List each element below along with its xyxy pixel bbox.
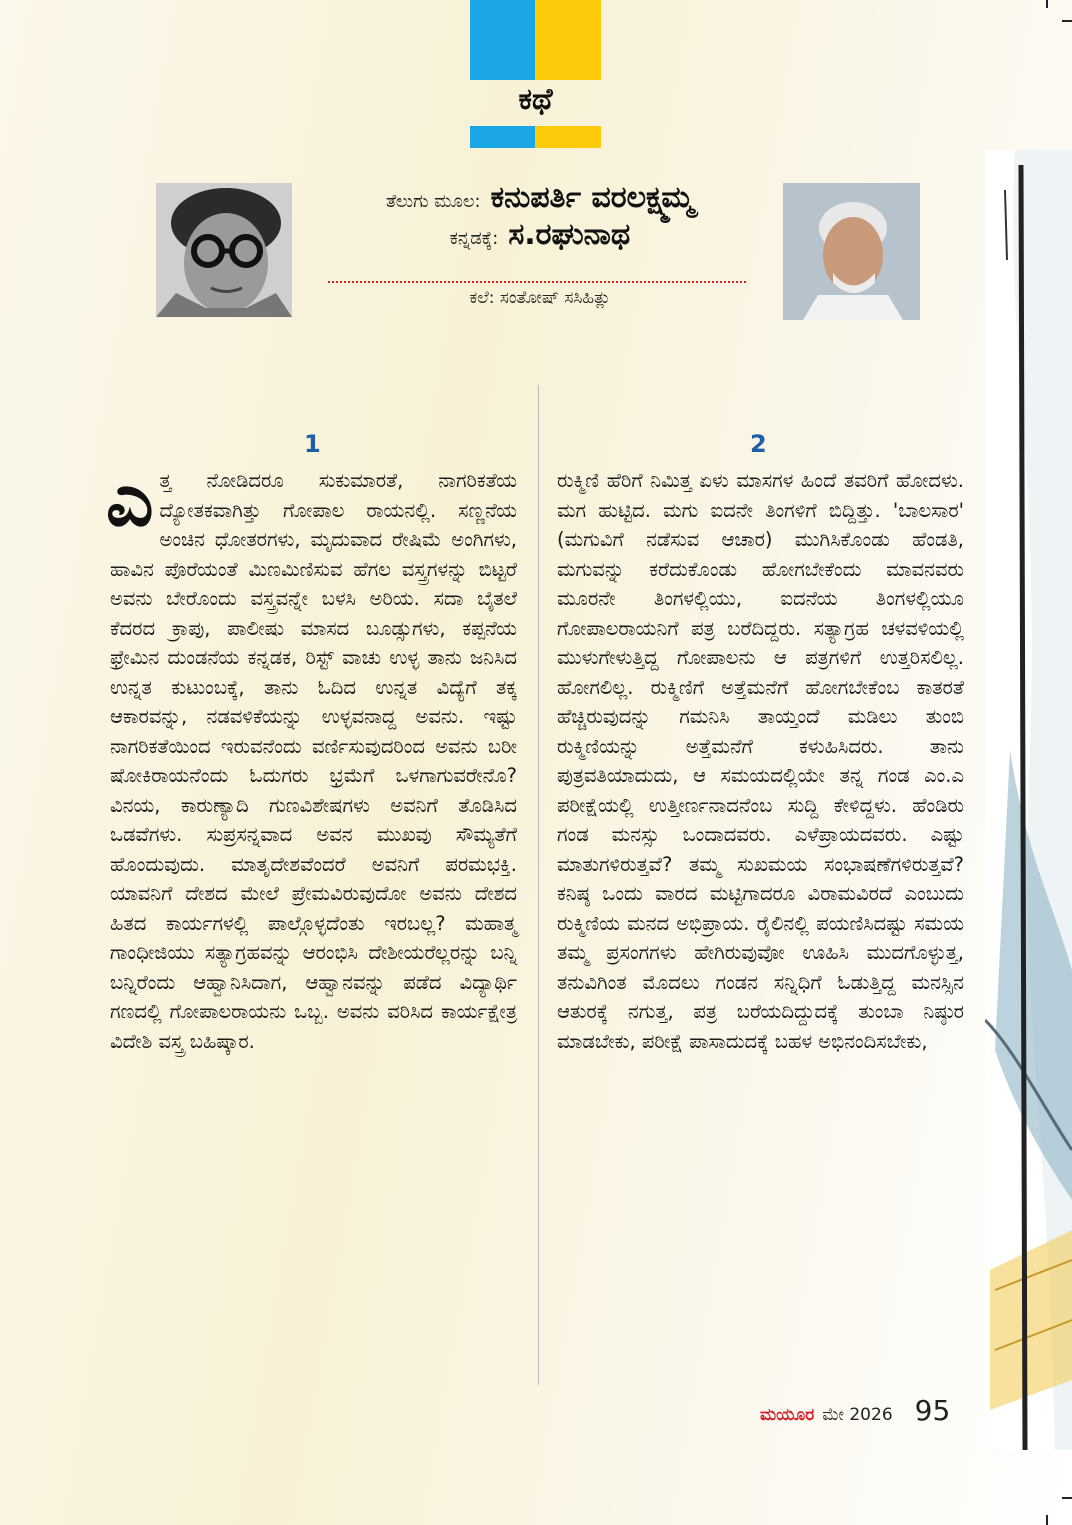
column2-text: ರುಕ್ಮಿಣಿ ಹೆರಿಗೆ ನಿಮಿತ್ತ ಏಳು ಮಾಸಗಳ ಹಿಂದೆ ತವರಿಗೆ ಹೋದಳು. ಮಗ ಹುಟ್ಟಿದ. ಮಗು ಐದನೇ ತಿಂಗಳಿಗೆ ಬಿದ್ದಿತ್ತು. 'ಬಾಲಸಾರ' (ಮಗುವಿಗೆ ನಡೆಸುವ ಆಚಾರ) ಮುಗಿಸಿಕೊಂಡು ಹೆಂಡತಿ, ಮಗುವನ್ನು ಕರೆದುಕೊಂಡು ಹೋಗಬೇಕೆಂದು ಮಾವನವರು ಮೂರನೇ ತಿಂಗಳಲ್ಲಿಯು, ಐದನೆಯ ತಿಂಗಳಲ್ಲಿಯೂ ಗೋಪಾಲರಾಯನಿಗೆ ಪತ್ರ ಬರೆದಿದ್ದರು. ಸತ್ಯಾಗ್ರಹ ಚಳವಳಿಯಲ್ಲಿ ಮುಳುಗೇಳುತ್ತಿದ್ದ ಗೋಪಾಲನು ಆ ಪತ್ರಗಳಿಗೆ ಉತ್ತರಿಸಲಿಲ್ಲ. ಹೋಗಲಿಲ್ಲ. ರುಕ್ಮಿಣಿಗೆ ಅತ್ತೆಮನೆಗೆ ಹೋಗಬೇಕೆಂಬ ಕಾತರತೆ ಹೆಚ್ಚಿರುವುದನ್ನು ಗಮನಿಸಿ ತಾಯ್ತಂದೆ ಮಡಿಲು ತುಂಬಿ ರುಕ್ಮಿಣಿಯನ್ನು ಅತ್ತೆಮನೆಗೆ ಕಳುಹಿಸಿದರು. ತಾನು ಪುತ್ರವತಿಯಾದುದು, ಆ ಸಮಯದಲ್ಲಿಯೇ ತನ್ನ ಗಂಡ ಎಂ.ಎ ಪರೀಕ್ಷೆಯಲ್ಲಿ ಉತ್ತೀರ್ಣನಾದನೆಂಬ ಸುದ್ದಿ ಕೇಳಿದ್ದಳು. ಹೆಂಡಿರು ಗಂಡ ಮನಸ್ಸು ಒಂದಾದವರು. ಎಳೆಪ್ರಾಯದವರು. ಎಷ್ಟು ಮಾತುಗಳಿರುತ್ತವೆ? ತಮ್ಮ ಸುಖಮಯ ಸಂಭಾಷಣೆಗಳಿರುತ್ತವೆ? ಕನಿಷ್ಠ ಒಂದು ವಾರದ ಮಟ್ಟಿಗಾದರೂ ವಿರಾಮವಿರದೆ ಎಂಬುದು ರುಕ್ಮಿಣಿಯ ಮನದ ಅಭಿಪ್ರಾಯ. ರೈಲಿನಲ್ಲಿ ಪಯಣಿಸಿದಷ್ಟು ಸಮಯ ತಮ್ಮ ಪ್ರಸಂಗಗಳು ಹೇಗಿರುವುವೋ ಊಹಿಸಿ ಮುದಗೊಳ್ಳುತ್ತ, ತನುವಿಗಿಂತ ಮೊದಲು ಗಂಡನ ಸನ್ನಿಧಿಗೆ ಓಡುತ್ತಿದ್ದ ಮನಸ್ಸಿನ ಆತುರಕ್ಕೆ ನಗುತ್ತ, ಪತ್ರ ಬರೆಯದಿದ್ದುದಕ್ಕೆ ತುಂಬಾ ನಿಷ್ಠುರ ಮಾಡಬೇಕು, ಪರೀಕ್ಷೆ ಪಾಸಾದುದಕ್ಕೆ ಬಹಳ ಅಭಿನಂದಿಸಬೇಕು,	[557, 469, 964, 1053]
story-illustration	[985, 150, 1072, 1450]
section-label: ಕಥೆ	[518, 82, 553, 117]
original-prefix: ತೆಲುಗು ಮೂಲ:	[386, 191, 481, 212]
page-number: 95	[914, 1394, 951, 1427]
translator-prefix: ಕನ್ನಡಕ್ಕೆ:	[449, 228, 499, 249]
column2-number: 2	[750, 430, 767, 458]
artist-credit: ಕಲೆ: ಸಂತೋಷ್ ಸಸಿಹಿತ್ಲು	[469, 288, 611, 308]
column1-text: ತ್ತ ನೋಡಿದರೂ ಸುಕುಮಾರತೆ, ನಾಗರಿಕತೆಯ ದ್ಯೋತಕವಾಗಿತ್ತು ಗೋಪಾಲ ರಾಯನಲ್ಲಿ. ಸಣ್ಣನೆಯ ಅಂಚಿನ ಧೋತರಗಳು, ಮೃದುವಾದ ರೇಷಿಮೆ ಅಂಗಿಗಳು, ಹಾವಿನ ಪೊರೆಯಂತೆ ಮಿಣಮಿಣಿಸುವ ಹೆಗಲ ವಸ್ತ್ರಗಳನ್ನು ಬಿಟ್ಟರೆ ಅವನು ಬೇರೊಂದು ವಸ್ತ್ರವನ್ನೇ ಬಳಸಿ ಅರಿಯ. ಸದಾ ಬೈತಲೆ ಕೆದರದ ಕ್ರಾಪು, ಪಾಲೀಷು ಮಾಸದ ಬೂಡ್ಸುಗಳು, ಕಪ್ಪನೆಯ ಫ್ರೇಮಿನ ದುಂಡನೆಯ ಕನ್ನಡಕ, ರಿಸ್ಟ್ ವಾಚು ಉಳ್ಳ ತಾನು ಜನಿಸಿದ ಉನ್ನತ ಕುಟುಂಬಕ್ಕೆ, ತಾನು ಓದಿದ ಉನ್ನತ ವಿದ್ಯೆಗೆ ತಕ್ಕ ಆಕಾರವನ್ನು, ನಡವಳಿಕೆಯನ್ನು ಉಳ್ಳವನಾದ್ದ ಅವನು. ಇಷ್ಟು ನಾಗರಿಕತೆಯಿಂದ ಇರುವನೆಂದು ವರ್ಣಿಸುವುದರಿಂದ ಅವನು ಬರೀ ಷೋಕಿರಾಯನೆಂದು ಓದುಗರು ಭ್ರಮೆಗೆ ಒಳಗಾಗುವರೇನೊ? ವಿನಯ, ಕಾರುಣ್ಯಾದಿ ಗುಣವಿಶೇಷಗಳು ಅವನಿಗೆ ತೊಡಿಸಿದ ಒಡವೆಗಳು. ಸುಪ್ರಸನ್ನವಾದ ಅವನ ಮುಖವು ಸೌಮ್ಯತೆಗೆ ಹೊಂದುವುದು. ಮಾತೃದೇಶವೆಂದರೆ ಅವನಿಗೆ ಪರಮಭಕ್ತಿ. ಯಾವನಿಗೆ ದೇಶದ ಮೇಲೆ ಪ್ರೇಮವಿರುವುದೋ ಅವನು ದೇಶದ ಹಿತದ ಕಾರ್ಯಗಳಲ್ಲಿ ಪಾಲ್ಗೊಳ್ಳದೆಂತು ಇರಬಲ್ಲ? ಮಹಾತ್ಮ ಗಾಂಧೀಜಿಯು ಸತ್ಯಾಗ್ರಹವನ್ನು ಆರಂಭಿಸಿ ದೇಶೀಯರೆಲ್ಲರನ್ನು ಬನ್ನಿ ಬನ್ನಿರೆಂದು ಆಹ್ವಾನಿಸಿದಾಗ, ಆಹ್ವಾನವನ್ನು ಪಡೆದ ವಿದ್ಯಾರ್ಥಿ ಗಣದಲ್ಲಿ ಗೋಪಾಲರಾಯನು ಒಬ್ಬ. ಅವನು ವರಿಸಿದ ಕಾರ್ಯಕ್ಷೇತ್ರ ವಿದೇಶಿ ವಸ್ತ್ರ ಬಹಿಷ್ಕಾರ.	[110, 469, 517, 1053]
badge-blue-block	[470, 0, 535, 80]
author-photo	[156, 183, 292, 317]
translator-photo	[783, 183, 920, 320]
story-credits	[300, 180, 780, 252]
translator-line	[300, 217, 780, 252]
badge-yellow-block	[535, 0, 601, 80]
drop-cap: ಎ	[106, 457, 154, 543]
credits-divider	[328, 281, 746, 283]
original-author-line	[300, 180, 780, 215]
story-column-1	[106, 457, 517, 1056]
column1-number: 1	[304, 430, 321, 458]
crop-mark	[1046, 0, 1048, 8]
crop-mark	[1062, 1497, 1072, 1499]
column-divider	[538, 385, 539, 1385]
translator-portrait-image	[783, 183, 920, 320]
crop-mark	[1062, 20, 1072, 22]
badge-yellow-bar	[535, 126, 601, 148]
issue-month: ಮೇ 2026	[822, 1405, 893, 1425]
crop-mark	[1046, 1515, 1048, 1525]
story-column-2	[557, 466, 964, 1056]
page-footer	[760, 1394, 950, 1427]
translator-name: ಸ.ರಘುನಾಥ	[508, 217, 631, 252]
author-portrait-image	[156, 183, 292, 317]
section-badge	[470, 0, 601, 148]
original-author: ಕನುಪರ್ತಿ ವರಲಕ್ಷ್ಮಮ್ಮ	[490, 180, 694, 215]
magazine-name: ಮಯೂರ	[760, 1405, 815, 1425]
badge-blue-bar	[470, 126, 535, 148]
